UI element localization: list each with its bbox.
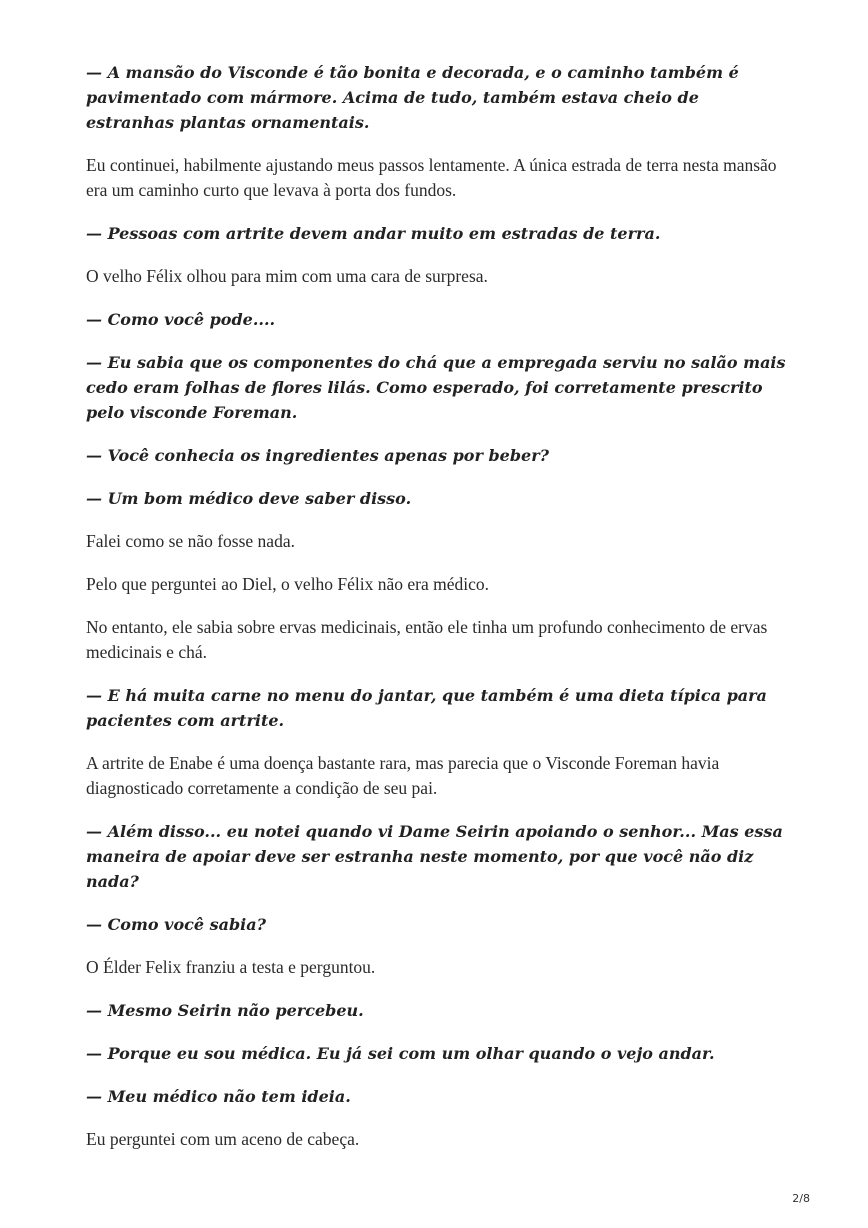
narration-paragraph: A artrite de Enabe é uma doença bastante rara, mas parecia que o Visconde Foreman havia diagnosticado corretamente a condição de seu pai.: [86, 753, 720, 798]
narration-paragraph: O velho Félix olhou para mim com uma cara de surpresa.: [86, 266, 488, 286]
dialogue-paragraph: — Meu médico não tem ideia.: [86, 1087, 351, 1106]
dialogue-paragraph: — Como você pode....: [86, 310, 276, 329]
dialogue-paragraph: — Além disso... eu notei quando vi Dame Seirin apoiando o senhor... Mas essa maneira de apoiar deve ser estranha neste momento, por que você não diz nada?: [86, 822, 783, 891]
narration-paragraph: O Élder Felix franziu a testa e perguntou.: [86, 957, 376, 977]
narration-paragraph: Eu continuei, habilmente ajustando meus passos lentamente. A única estrada de terra nesta mansão era um caminho curto que levava à porta dos fundos.: [86, 155, 777, 200]
dialogue-paragraph: — E há muita carne no menu do jantar, que também é uma dieta típica para pacientes com artrite.: [86, 686, 767, 730]
document-body: [86, 60, 786, 1170]
dialogue-paragraph: — A mansão do Visconde é tão bonita e decorada, e o caminho também é pavimentado com mármore. Acima de tudo, também estava cheio de estranhas plantas ornamentais.: [86, 63, 739, 132]
dialogue-paragraph: — Mesmo Seirin não percebeu.: [86, 1001, 364, 1020]
dialogue-paragraph: — Um bom médico deve saber disso.: [86, 489, 412, 508]
narration-paragraph: Eu perguntei com um aceno de cabeça.: [86, 1129, 360, 1149]
narration-paragraph: Falei como se não fosse nada.: [86, 531, 295, 551]
dialogue-paragraph: — Como você sabia?: [86, 915, 266, 934]
dialogue-paragraph: — Porque eu sou médica. Eu já sei com um olhar quando o vejo andar.: [86, 1044, 715, 1063]
narration-paragraph: No entanto, ele sabia sobre ervas medicinais, então ele tinha um profundo conhecimento de ervas medicinais e chá.: [86, 617, 768, 662]
dialogue-paragraph: — Você conhecia os ingredientes apenas por beber?: [86, 446, 549, 465]
narration-paragraph: Pelo que perguntei ao Diel, o velho Félix não era médico.: [86, 574, 490, 594]
dialogue-paragraph: — Eu sabia que os componentes do chá que a empregada serviu no salão mais cedo eram folhas de flores lilás. Como esperado, foi corretamente prescrito pelo visconde Foreman.: [86, 353, 786, 422]
page-number: 2/8: [792, 1192, 810, 1205]
dialogue-paragraph: — Pessoas com artrite devem andar muito em estradas de terra.: [86, 224, 661, 243]
